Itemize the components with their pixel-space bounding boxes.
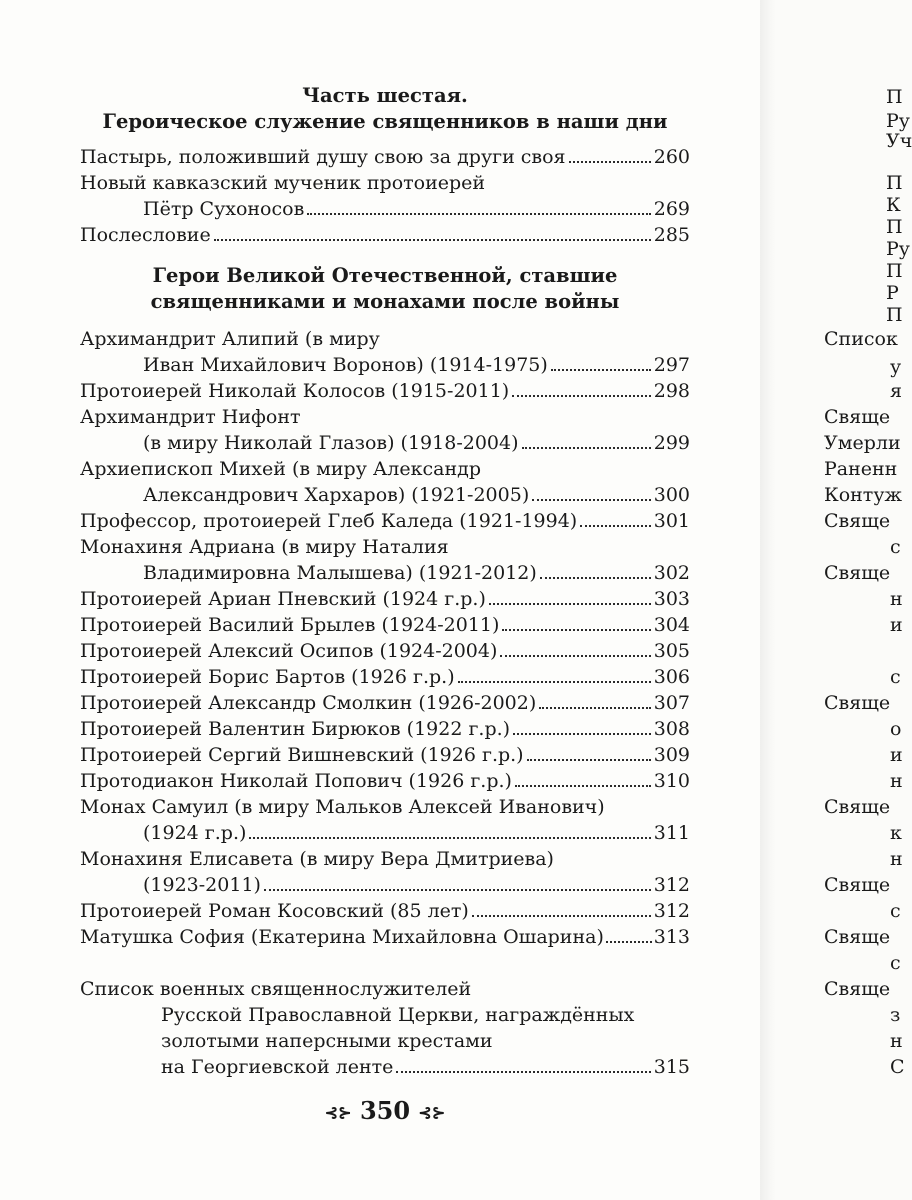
ornament-left-icon: ⊰⊱ (324, 1103, 352, 1122)
page-ref: 298 (653, 380, 690, 402)
toc-entry[interactable] (80, 612, 690, 638)
entry-title: Протоиерей Сергий Вишневский (1926 г.р.) (80, 744, 524, 766)
leader-dots (569, 161, 651, 163)
leader-dots (249, 837, 650, 839)
fragment-line: Ру (886, 110, 910, 132)
fragment-line: н (890, 770, 903, 792)
entry-title-cont: золотыми наперсными крестами (161, 1030, 493, 1052)
leader-dots (580, 525, 651, 527)
entry-title: Протоиерей Василий Брылев (1924-2011) (80, 614, 500, 636)
fragment-line: с (890, 952, 901, 974)
fragment-line: Уч (886, 130, 912, 152)
entry-title: Пастырь, положивший душу свою за други своя (80, 146, 566, 168)
toc-entry[interactable] (80, 924, 690, 950)
right-page-fragment (776, 0, 912, 1200)
fragment-line: Раненн (824, 458, 898, 480)
fragment-line: Свяще (824, 874, 891, 896)
leader-dots (472, 915, 651, 917)
toc-entry[interactable] (80, 846, 690, 898)
entry-title-cont: Владимировна Малышева) (1921-2012) (143, 562, 537, 584)
entry-title: Список военных священнослужителей (80, 978, 472, 1000)
entry-title: Протоиерей Алексий Осипов (1924-2004) (80, 640, 498, 662)
entry-title-cont: (1924 г.р.) (143, 822, 247, 844)
toc-entry-list[interactable] (80, 976, 690, 1080)
toc-entry[interactable] (80, 144, 690, 170)
toc-entry[interactable] (80, 222, 690, 248)
entry-title-cont: (1923-2011) (143, 874, 261, 896)
leader-dots (532, 499, 651, 501)
toc-entry[interactable] (80, 404, 690, 456)
page-ref: 301 (653, 510, 690, 532)
leader-dots (527, 759, 651, 761)
entry-title: Новый кавказский мученик протоиерей (80, 172, 486, 194)
fragment-line: Список (824, 328, 898, 350)
section-heading-line1: Герои Великой Отечественной, ставшие (152, 264, 618, 287)
toc-entry[interactable] (80, 326, 690, 378)
fragment-line: Свяще (824, 510, 891, 532)
fragment-line: Умерли (824, 432, 901, 454)
entry-title: Протоиерей Николай Колосов (1915-2011) (80, 380, 510, 402)
leader-dots (500, 655, 650, 657)
page-ref: 300 (653, 484, 690, 506)
entry-title-cont: (в миру Николай Глазов) (1918-2004) (143, 432, 519, 454)
fragment-line: с (890, 666, 901, 688)
toc-entry[interactable] (80, 456, 690, 508)
page-ref: 315 (653, 1056, 690, 1078)
toc-entry[interactable] (80, 638, 690, 664)
page-ref: 312 (653, 900, 690, 922)
fragment-line: н (890, 848, 903, 870)
toc-entry[interactable] (80, 768, 690, 794)
page-ref: 303 (653, 588, 690, 610)
entry-title-cont: Александрович Хархаров) (1921-2005) (143, 484, 530, 506)
entry-title-cont: Русской Православной Церкви, награждённых (161, 1004, 635, 1026)
fragment-line: Ру (886, 238, 910, 260)
page-ref: 305 (653, 640, 690, 662)
page-ref: 302 (653, 562, 690, 584)
entry-title: Протоиерей Александр Смолкин (1926-2002) (80, 692, 537, 714)
section-heading-line2: священниками и монахами после войны (150, 290, 620, 313)
leader-dots (396, 1071, 650, 1073)
fragment-line: Свяще (824, 692, 891, 714)
fragment-line: П (886, 172, 903, 194)
fragment-line: П (886, 260, 903, 282)
entry-title: Протоиерей Борис Бартов (1926 г.р.) (80, 666, 455, 688)
toc-entry[interactable] (80, 664, 690, 690)
fragment-line: с (890, 900, 901, 922)
page-ref: 285 (653, 224, 690, 246)
leader-dots (489, 603, 651, 605)
entry-title: Протодиакон Николай Попович (1926 г.р.) (80, 770, 512, 792)
fragment-line: и (890, 614, 903, 636)
entry-title: Послесловие (80, 224, 211, 246)
leader-dots (214, 239, 651, 241)
leader-dots (606, 941, 652, 943)
fragment-line: к (890, 822, 902, 844)
entry-title: Протоиерей Роман Косовский (85 лет) (80, 900, 469, 922)
book-gutter (760, 0, 776, 1200)
toc-entry[interactable] (80, 716, 690, 742)
entry-title: Архиепископ Михей (в миру Александр (80, 458, 481, 480)
fragment-line: я (890, 380, 902, 402)
entry-title: Монахиня Елисавета (в миру Вера Дмитриева) (80, 848, 554, 870)
part-subtitle: Героическое служение священников в наши дни (102, 110, 668, 133)
entry-title: Архимандрит Нифонт (80, 406, 301, 428)
fragment-line: н (890, 588, 903, 610)
fragment-line: у (890, 356, 902, 378)
page-ref: 297 (653, 354, 690, 376)
page-ref: 307 (653, 692, 690, 714)
toc-entry[interactable] (80, 586, 690, 612)
entry-title-cont: на Георгиевской ленте (161, 1056, 394, 1078)
page-ref: 299 (653, 432, 690, 454)
page-ref: 260 (653, 146, 690, 168)
toc-entry[interactable] (80, 534, 690, 586)
fragment-line: н (890, 1030, 903, 1052)
fragment-line: Контуж (824, 484, 902, 506)
page-ref: 309 (653, 744, 690, 766)
page-ref: 306 (653, 666, 690, 688)
leader-dots (539, 707, 650, 709)
fragment-line: Свяще (824, 796, 891, 818)
entry-title: Архимандрит Алипий (в миру (80, 328, 380, 350)
fragment-line: Свяще (824, 926, 891, 948)
leader-dots (513, 733, 651, 735)
toc-entry[interactable] (80, 742, 690, 768)
page-ref: 269 (653, 198, 690, 220)
entry-title: Протоиерей Ариан Пневский (1924 г.р.) (80, 588, 486, 610)
page-ref: 310 (653, 770, 690, 792)
leader-dots (515, 785, 651, 787)
page-ref: 311 (653, 822, 690, 844)
leader-dots (264, 889, 651, 891)
toc-entry[interactable] (80, 794, 690, 846)
fragment-line: К (886, 194, 901, 216)
page-ref: 312 (653, 874, 690, 896)
entry-title: Протоиерей Валентин Бирюков (1922 г.р.) (80, 718, 511, 740)
entry-title: Монахиня Адриана (в миру Наталия (80, 536, 449, 558)
fragment-line: Свяще (824, 562, 891, 584)
toc-entry[interactable] (80, 508, 690, 534)
toc-entry[interactable] (80, 690, 690, 716)
leader-dots (512, 395, 651, 397)
entry-title: Матушка София (Екатерина Михайловна Ошарина) (80, 926, 604, 948)
fragment-line: Свяще (824, 406, 891, 428)
fragment-line: П (886, 304, 903, 326)
fragment-line: П (886, 86, 903, 108)
leader-dots (502, 629, 650, 631)
leader-dots (522, 447, 651, 449)
fragment-line: и (890, 744, 903, 766)
entry-title-cont: Иван Михайлович Воронов) (1914-1975) (143, 354, 548, 376)
entry-title: Профессор, протоиерей Глеб Каледа (1921-1994) (80, 510, 578, 532)
fragment-line: з (890, 1004, 901, 1026)
page-ref: 308 (653, 718, 690, 740)
fragment-line: П (886, 216, 903, 238)
leader-dots (458, 681, 651, 683)
toc-entry[interactable] (80, 378, 690, 404)
part-title: Часть шестая. (302, 84, 468, 107)
fragment-line: о (890, 718, 902, 740)
page-ref: 304 (653, 614, 690, 636)
toc-entry[interactable] (80, 898, 690, 924)
fragment-line: с (890, 536, 901, 558)
fragment-line: Р (886, 282, 899, 304)
fragment-line: Свяще (824, 978, 891, 1000)
page-number-value: 350 (359, 1096, 411, 1125)
page-number (310, 1096, 460, 1125)
entry-title: Монах Самуил (в миру Мальков Алексей Иванович) (80, 796, 605, 818)
leader-dots (307, 213, 650, 215)
fragment-line: С (890, 1056, 905, 1078)
ornament-right-icon: ⊰⊱ (418, 1103, 446, 1122)
toc-entry[interactable] (80, 170, 690, 222)
page-ref: 313 (653, 926, 690, 948)
leader-dots (551, 369, 651, 371)
entry-title-cont: Пётр Сухоносов (143, 198, 305, 220)
leader-dots (540, 577, 651, 579)
